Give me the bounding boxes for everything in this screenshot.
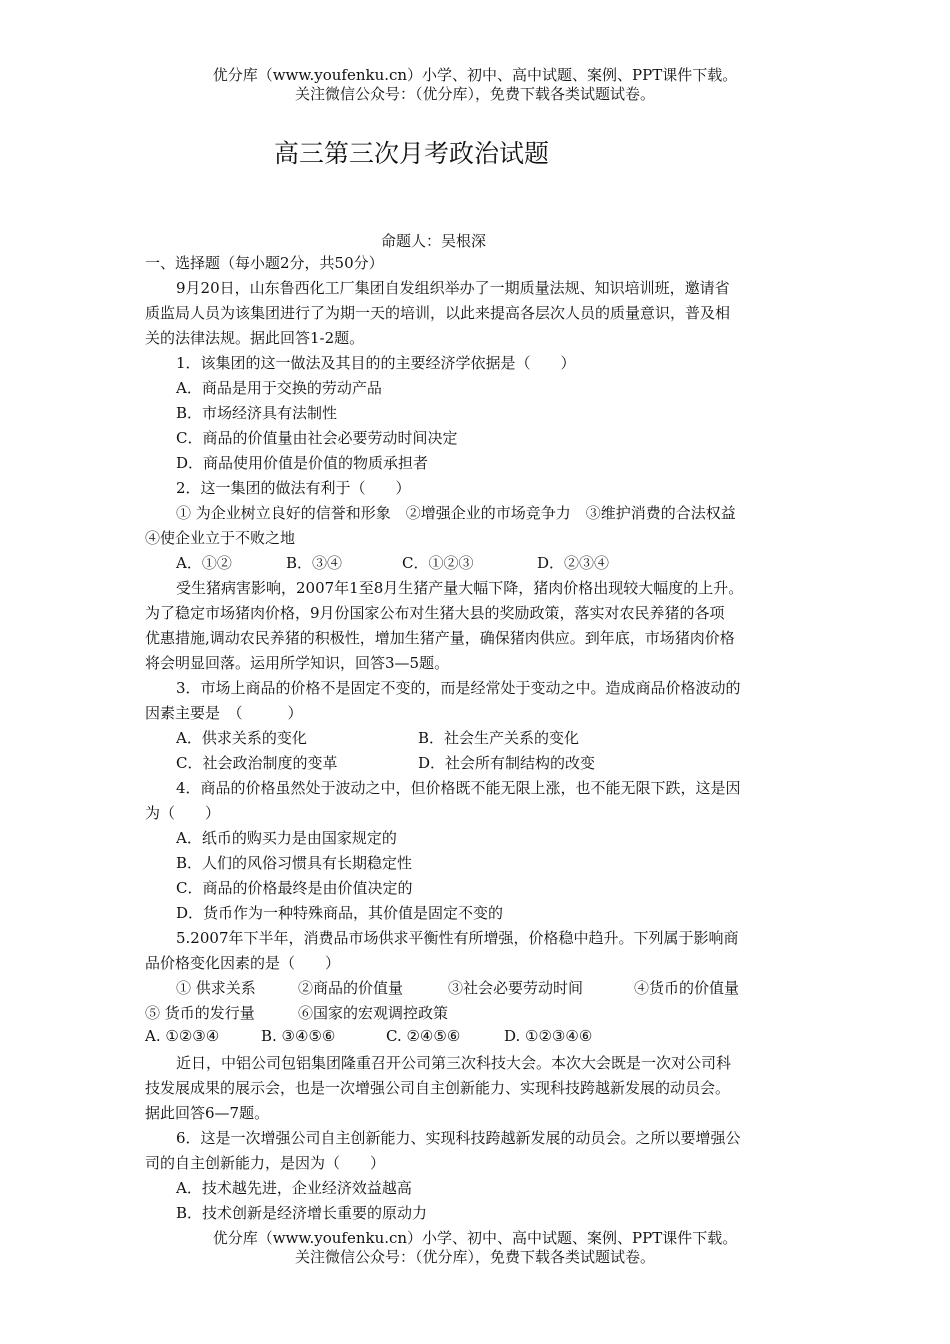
q4-stem: 4．商品的价格虽然处于波动之中，但价格既不能无限上涨，也不能无限下跌，这是因 <box>176 779 741 797</box>
q6-stem: 6．这是一次增强公司自主创新能力、实现科技跨越新发展的动员会。之所以要增强公 <box>176 1129 741 1147</box>
passage2-line: 受生猪病害影响，2007年1至8月生猪产量大幅下降，猪肉价格出现较大幅度的上升。 <box>176 579 744 597</box>
q1-option-b: B．市场经济具有法制性 <box>176 404 338 422</box>
q2-option-d: D．②③④ <box>537 554 610 572</box>
author-line: 命题人：吴根深 <box>381 232 487 250</box>
q5-option-c: C. ②④⑤⑥ <box>386 1027 461 1045</box>
footer-line-1: 优分库（www.youfenku.cn）小学、初中、高中试题、案例、PPT课件下载。 <box>212 1229 738 1247</box>
passage2-line: 优惠措施,调动农民养猪的积极性，增加生猪产量，确保猪肉供应。到年底，市场猪肉价格 <box>145 629 735 647</box>
passage1-line: 质监局人员为该集团进行了为期一天的培训，以此来提高各层次人员的质量意识，普及相 <box>145 304 731 322</box>
q1-option-d: D．商品使用价值是价值的物质承担者 <box>176 454 429 472</box>
q4-option-c: C．商品的价格最终是由价值决定的 <box>176 879 413 897</box>
q2-stem: 2．这一集团的做法有利于（ ） <box>176 479 411 497</box>
q2-option-b: B．③④ <box>286 554 343 572</box>
footer-line-2: 关注微信公众号：（优分库），免费下载各类试题试卷。 <box>294 1248 655 1266</box>
q3-option-a: A．供求关系的变化 <box>176 729 307 747</box>
q3-stem: 3．市场上商品的价格不是固定不变的，而是经常处于变动之中。造成商品价格波动的 <box>176 679 741 697</box>
q5-option-b: B. ③④⑤⑥ <box>261 1027 336 1045</box>
passage1-line: 9月20日，山东鲁西化工厂集团自发组织举办了一期质量法规、知识培训班，邀请省 <box>176 279 730 297</box>
q2-items-line: ① 为企业树立良好的信誉和形象 ②增强企业的市场竞争力 ③维护消费的合法权益 <box>176 504 736 522</box>
q1-stem: 1．该集团的这一做法及其目的的主要经济学依据是（ ） <box>176 354 576 372</box>
passage2-line: 将会明显回落。运用所学知识，回答3—5题。 <box>145 654 450 672</box>
q5-stem: 5.2007年下半年，消费品市场供求平衡性有所增强，价格稳中趋升。下列属于影响商 <box>176 929 739 947</box>
passage3-line: 近日，中铝公司包铝集团隆重召开公司第三次科技大会。本次大会既是一次对公司科 <box>176 1054 732 1072</box>
q2-option-c: C．①②③ <box>402 554 474 572</box>
q5-stem: 品价格变化因素的是（ ） <box>145 954 341 972</box>
q2-option-a: A．①② <box>176 554 232 572</box>
passage3-line: 技发展成果的展示会，也是一次增强公司自主创新能力、实现科技跨越新发展的动员会。 <box>145 1079 731 1097</box>
passage1-line: 关的法律法规。据此回答1-2题。 <box>145 329 365 347</box>
q5-option-d: D. ①②③④⑥ <box>504 1027 593 1045</box>
passage3-line: 据此回答6—7题。 <box>145 1104 270 1122</box>
q3-stem: 因素主要是 （ ） <box>145 704 303 722</box>
q3-option-c: C．社会政治制度的变革 <box>176 754 338 772</box>
q6-stem: 司的自主创新能力，是因为（ ） <box>145 1154 386 1172</box>
q1-option-c: C．商品的价值量由社会必要劳动时间决定 <box>176 429 458 447</box>
footer-banner <box>0 1229 950 1267</box>
q6-option-b: B．技术创新是经济增长重要的原动力 <box>176 1204 428 1222</box>
q5-item: ②商品的价值量 <box>298 979 404 997</box>
q1-option-a: A．商品是用于交换的劳动产品 <box>176 379 382 397</box>
q2-items-line: ④使企业立于不败之地 <box>145 529 296 547</box>
q5-item: ① 供求关系 <box>176 979 256 997</box>
q4-stem: 为（ ） <box>145 804 221 822</box>
q5-item: ④货币的价值量 <box>634 979 740 997</box>
q6-option-a: A．技术越先进，企业经济效益越高 <box>176 1179 412 1197</box>
section-heading: 一、选择题（每小题2分，共50分） <box>145 254 384 272</box>
q5-item: ⑥国家的宏观调控政策 <box>298 1004 449 1022</box>
q5-item: ③社会必要劳动时间 <box>448 979 584 997</box>
passage2-line: 为了稳定市场猪肉价格，9月份国家公布对生猪大县的奖励政策，落实对农民养猪的各项 <box>145 604 725 622</box>
q4-option-b: B．人们的风俗习惯具有长期稳定性 <box>176 854 413 872</box>
q5-option-a: A. ①②③④ <box>145 1027 220 1045</box>
q3-option-d: D．社会所有制结构的改变 <box>418 754 596 772</box>
q3-option-b: B．社会生产关系的变化 <box>418 729 580 747</box>
header-line-2: 关注微信公众号：（优分库），免费下载各类试题试卷。 <box>294 85 655 103</box>
q5-item: ⑤ 货币的发行量 <box>145 1004 255 1022</box>
q4-option-d: D．货币作为一种特殊商品，其价值是固定不变的 <box>176 904 504 922</box>
q4-option-a: A．纸币的购买力是由国家规定的 <box>176 829 397 847</box>
header-banner <box>0 66 950 104</box>
header-line-1: 优分库（www.youfenku.cn）小学、初中、高中试题、案例、PPT课件下载。 <box>212 66 738 84</box>
page-title: 高三第三次月考政治试题 <box>274 139 550 168</box>
